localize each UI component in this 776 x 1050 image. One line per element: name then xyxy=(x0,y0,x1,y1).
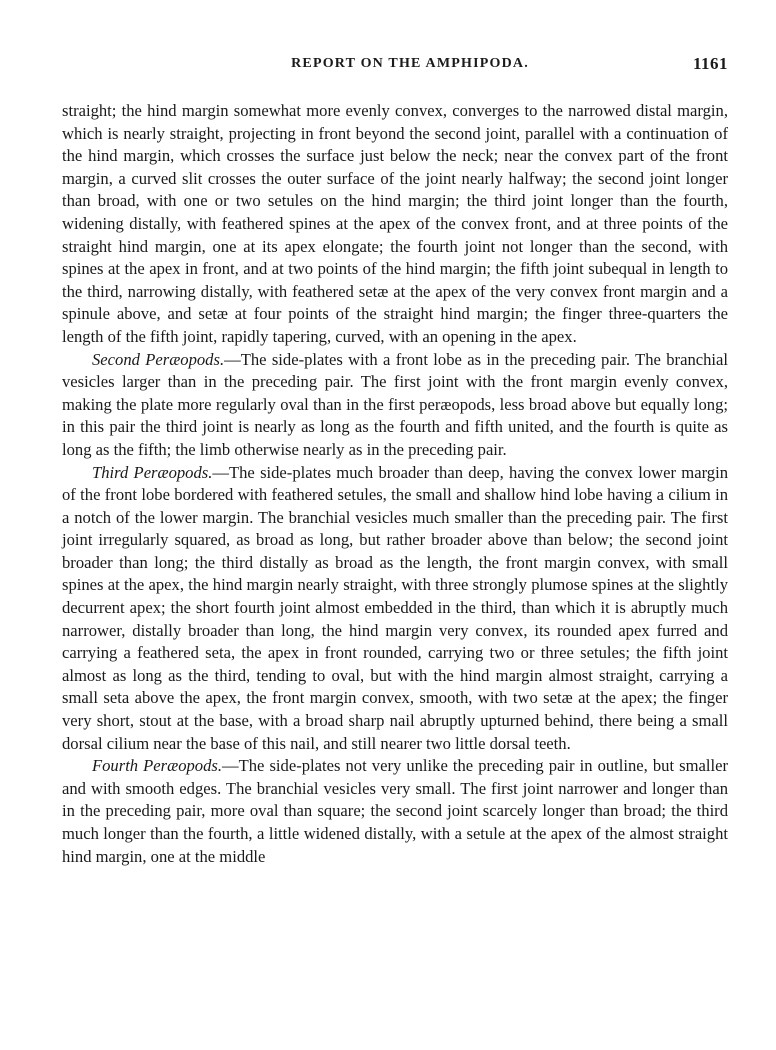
paragraph-fourth-peraeopods xyxy=(62,755,728,868)
section-heading: Third Peræopods. xyxy=(92,462,213,482)
section-heading: Fourth Peræopods. xyxy=(92,756,222,776)
body-text xyxy=(62,100,728,868)
page xyxy=(62,56,728,868)
paragraph-text: —The side-plates with a front lobe as in the preceding pair. The branchial vesicles larger than in the preceding pair. The first joint with the front margin evenly convex, making the plate more regularly oval than in the first peræopods, less broad above but equally long; in this pair the third joint is nearly as long as the fourth and fifth united, and the fourth is quite as long as the fifth; the limb otherwise nearly as in the preceding pair. xyxy=(62,349,728,459)
paragraph-third-peraeopods xyxy=(62,462,728,756)
running-title: REPORT ON THE AMPHIPODA. xyxy=(291,56,529,71)
paragraph-second-peraeopods xyxy=(62,349,728,462)
paragraph-text: straight; the hind margin somewhat more evenly convex, converges to the narrowed distal margin, which is nearly straight, projecting in front beyond the second joint, parallel with a continuation of the hind margin, which crosses the surface just below the neck; near the convex part of the front margin, a curved slit crosses the outer surface of the joint nearly halfway; the second joint longer than broad, with one or two setules on the hind margin; the third joint longer than the fourth, widening distally, with feathered spines at the apex of the convex front, and at three points of the straight hind margin, one at its apex elongate; the fourth joint not longer than the second, with spines at the apex in front, and at two points of the hind margin; the fifth joint subequal in length to the third, narrowing distally, with feathered setæ at the apex of the very convex front margin and a spinule above, and setæ at four points of the straight hind margin; the finger three-quarters the length of the fifth joint, rapidly tapering, curved, with an opening in the apex. xyxy=(62,101,728,346)
paragraph-text: —The side-plates much broader than deep, having the convex lower margin of the front lobe bordered with feathered setules, the small and shallow hind lobe having a cilium in a notch of the lower margin. The branchial vesicles much smaller than the preceding pair. The first joint irregularly squared, as broad as long, but rather broader above than below; the second joint broader than long; the third distally as broad as the length, the front margin convex, with small spines at the apex, the hind margin nearly straight, with three strongly plumose spines at the slightly decurrent apex; the short fourth joint almost embedded in the third, than which it is abruptly much narrower, distally broader than long, the hind margin very convex, its rounded apex furred and carrying a feathered seta, the apex in front rounded, carrying two or three setules; the fifth joint almost as long as the third, tending to oval, but with the hind margin almost straight, carrying a small seta above the apex, the front margin convex, smooth, with two setæ at the apex; the finger very short, stout at the base, with a broad sharp nail abruptly upturned behind, there being a small dorsal cilium near the base of this nail, and still nearer two little dorsal teeth. xyxy=(62,462,728,753)
section-heading: Second Peræopods. xyxy=(92,349,225,369)
paragraph-first-peraeopods-continued xyxy=(62,100,728,349)
page-number: 1161 xyxy=(692,54,728,73)
running-header xyxy=(62,56,728,82)
paragraph-text: —The side-plates not very unlike the preceding pair in outline, but smaller and with smooth edges. The branchial vesicles very small. The first joint narrower and longer than in the preceding pair, more oval than square; the second joint scarcely longer than broad; the third much longer than the fourth, a little widened distally, with a setule at the apex of the almost straight hind margin, one at the middle xyxy=(62,756,728,866)
